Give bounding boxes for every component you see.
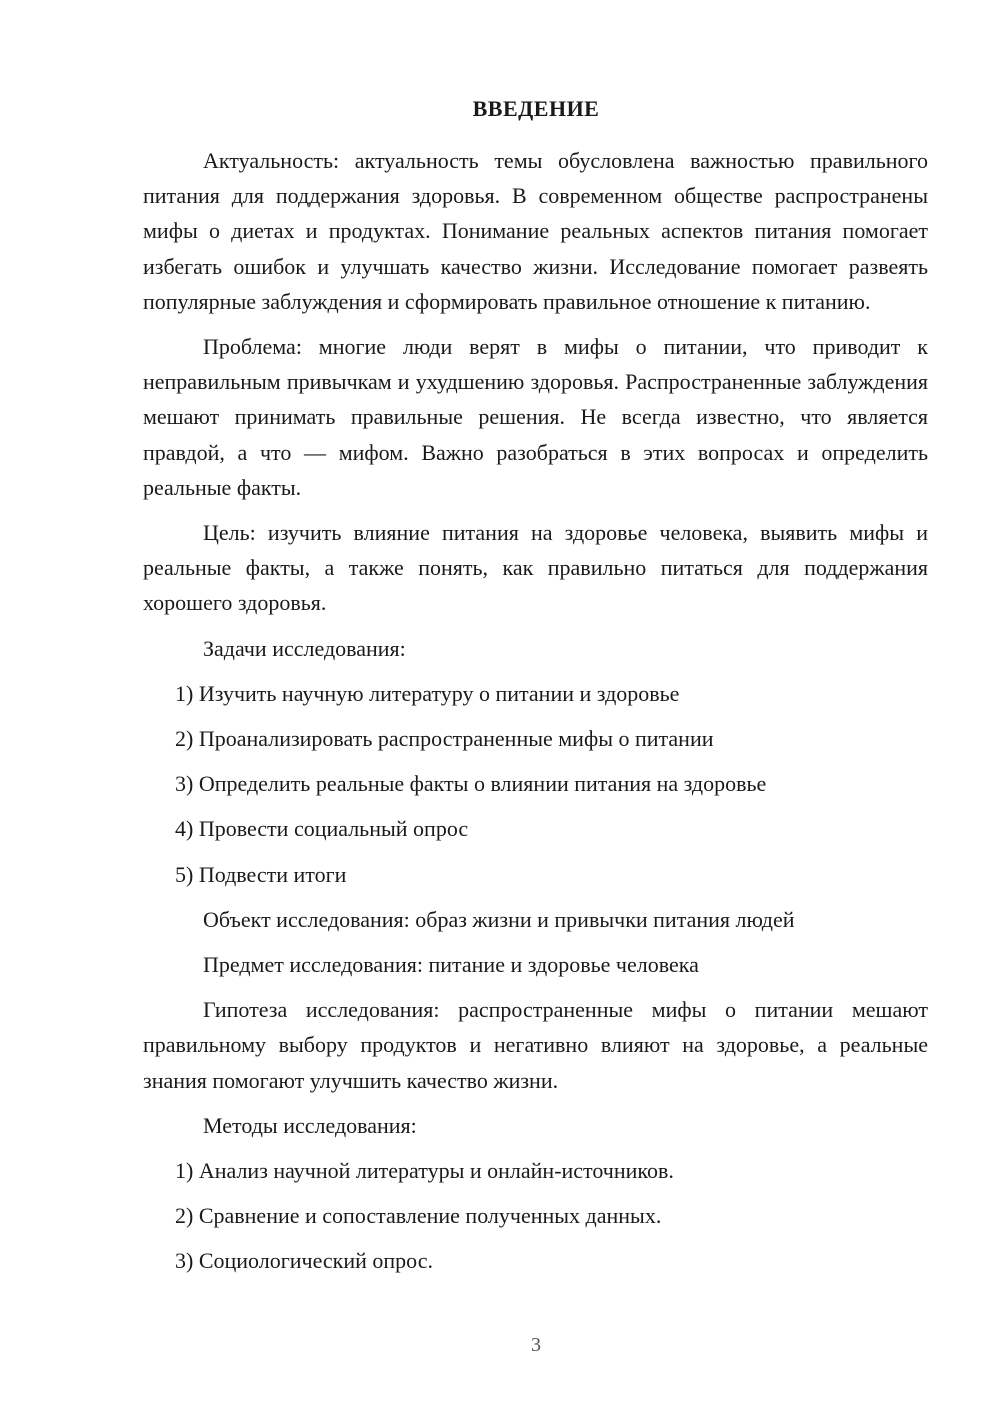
tasks-heading: Задачи исследования: <box>203 635 406 661</box>
list-item: 2) Сравнение и сопоставление полученных данных. <box>175 1203 662 1229</box>
list-item: 2) Проанализировать распространенные мифы о питании <box>175 726 714 752</box>
goal-paragraph: Цель: изучить влияние питания на здоровье человека, выявить мифы и реальные факты, а также понять, как правильно питаться для поддержания хорошего здоровья. <box>143 520 928 616</box>
object-line: Объект исследования: образ жизни и привычки питания людей <box>203 906 795 932</box>
hypothesis-paragraph: Гипотеза исследования: распространенные мифы о питании мешают правильному выбору продуктов и негативно влияют на здоровье, а реальные знания помогают улучшить качество жизни. <box>143 997 928 1093</box>
list-item: 1) Анализ научной литературы и онлайн-источников. <box>175 1158 674 1184</box>
tasks-list <box>143 676 928 892</box>
list-item: 3) Определить реальные факты о влиянии питания на здоровье <box>175 771 767 797</box>
document-body <box>143 143 928 1289</box>
methods-list <box>143 1153 928 1279</box>
list-item: 4) Провести социальный опрос <box>175 816 469 842</box>
relevance-paragraph: Актуальность: актуальность темы обусловлена важностью правильного питания для поддержания здоровья. В современном обществе распространены мифы о диетах и продуктах. Понимание реальных аспектов питания помогает избегать ошибок и улучшать качество жизни. Исследование помогает развеять популярные заблуждения и сформировать правильное отношение к питанию. <box>143 148 928 314</box>
methods-heading: Методы исследования: <box>203 1112 417 1138</box>
subject-line: Предмет исследования: питание и здоровье человека <box>203 952 699 978</box>
list-item: 5) Подвести итоги <box>175 861 347 887</box>
list-item: 3) Социологический опрос. <box>175 1248 433 1274</box>
problem-paragraph: Проблема: многие люди верят в мифы о питании, что приводит к неправильным привычкам и ухудшению здоровья. Распространенные заблуждения мешают принимать правильные решения. Не всегда известно, что является правдой, а что — мифом. Важно разобраться в этих вопросах и определить реальные факты. <box>143 334 928 500</box>
page-number: 3 <box>531 1334 541 1356</box>
page-title: ВВЕДЕНИЕ <box>472 96 600 121</box>
list-item: 1) Изучить научную литературу о питании и здоровье <box>175 680 680 706</box>
